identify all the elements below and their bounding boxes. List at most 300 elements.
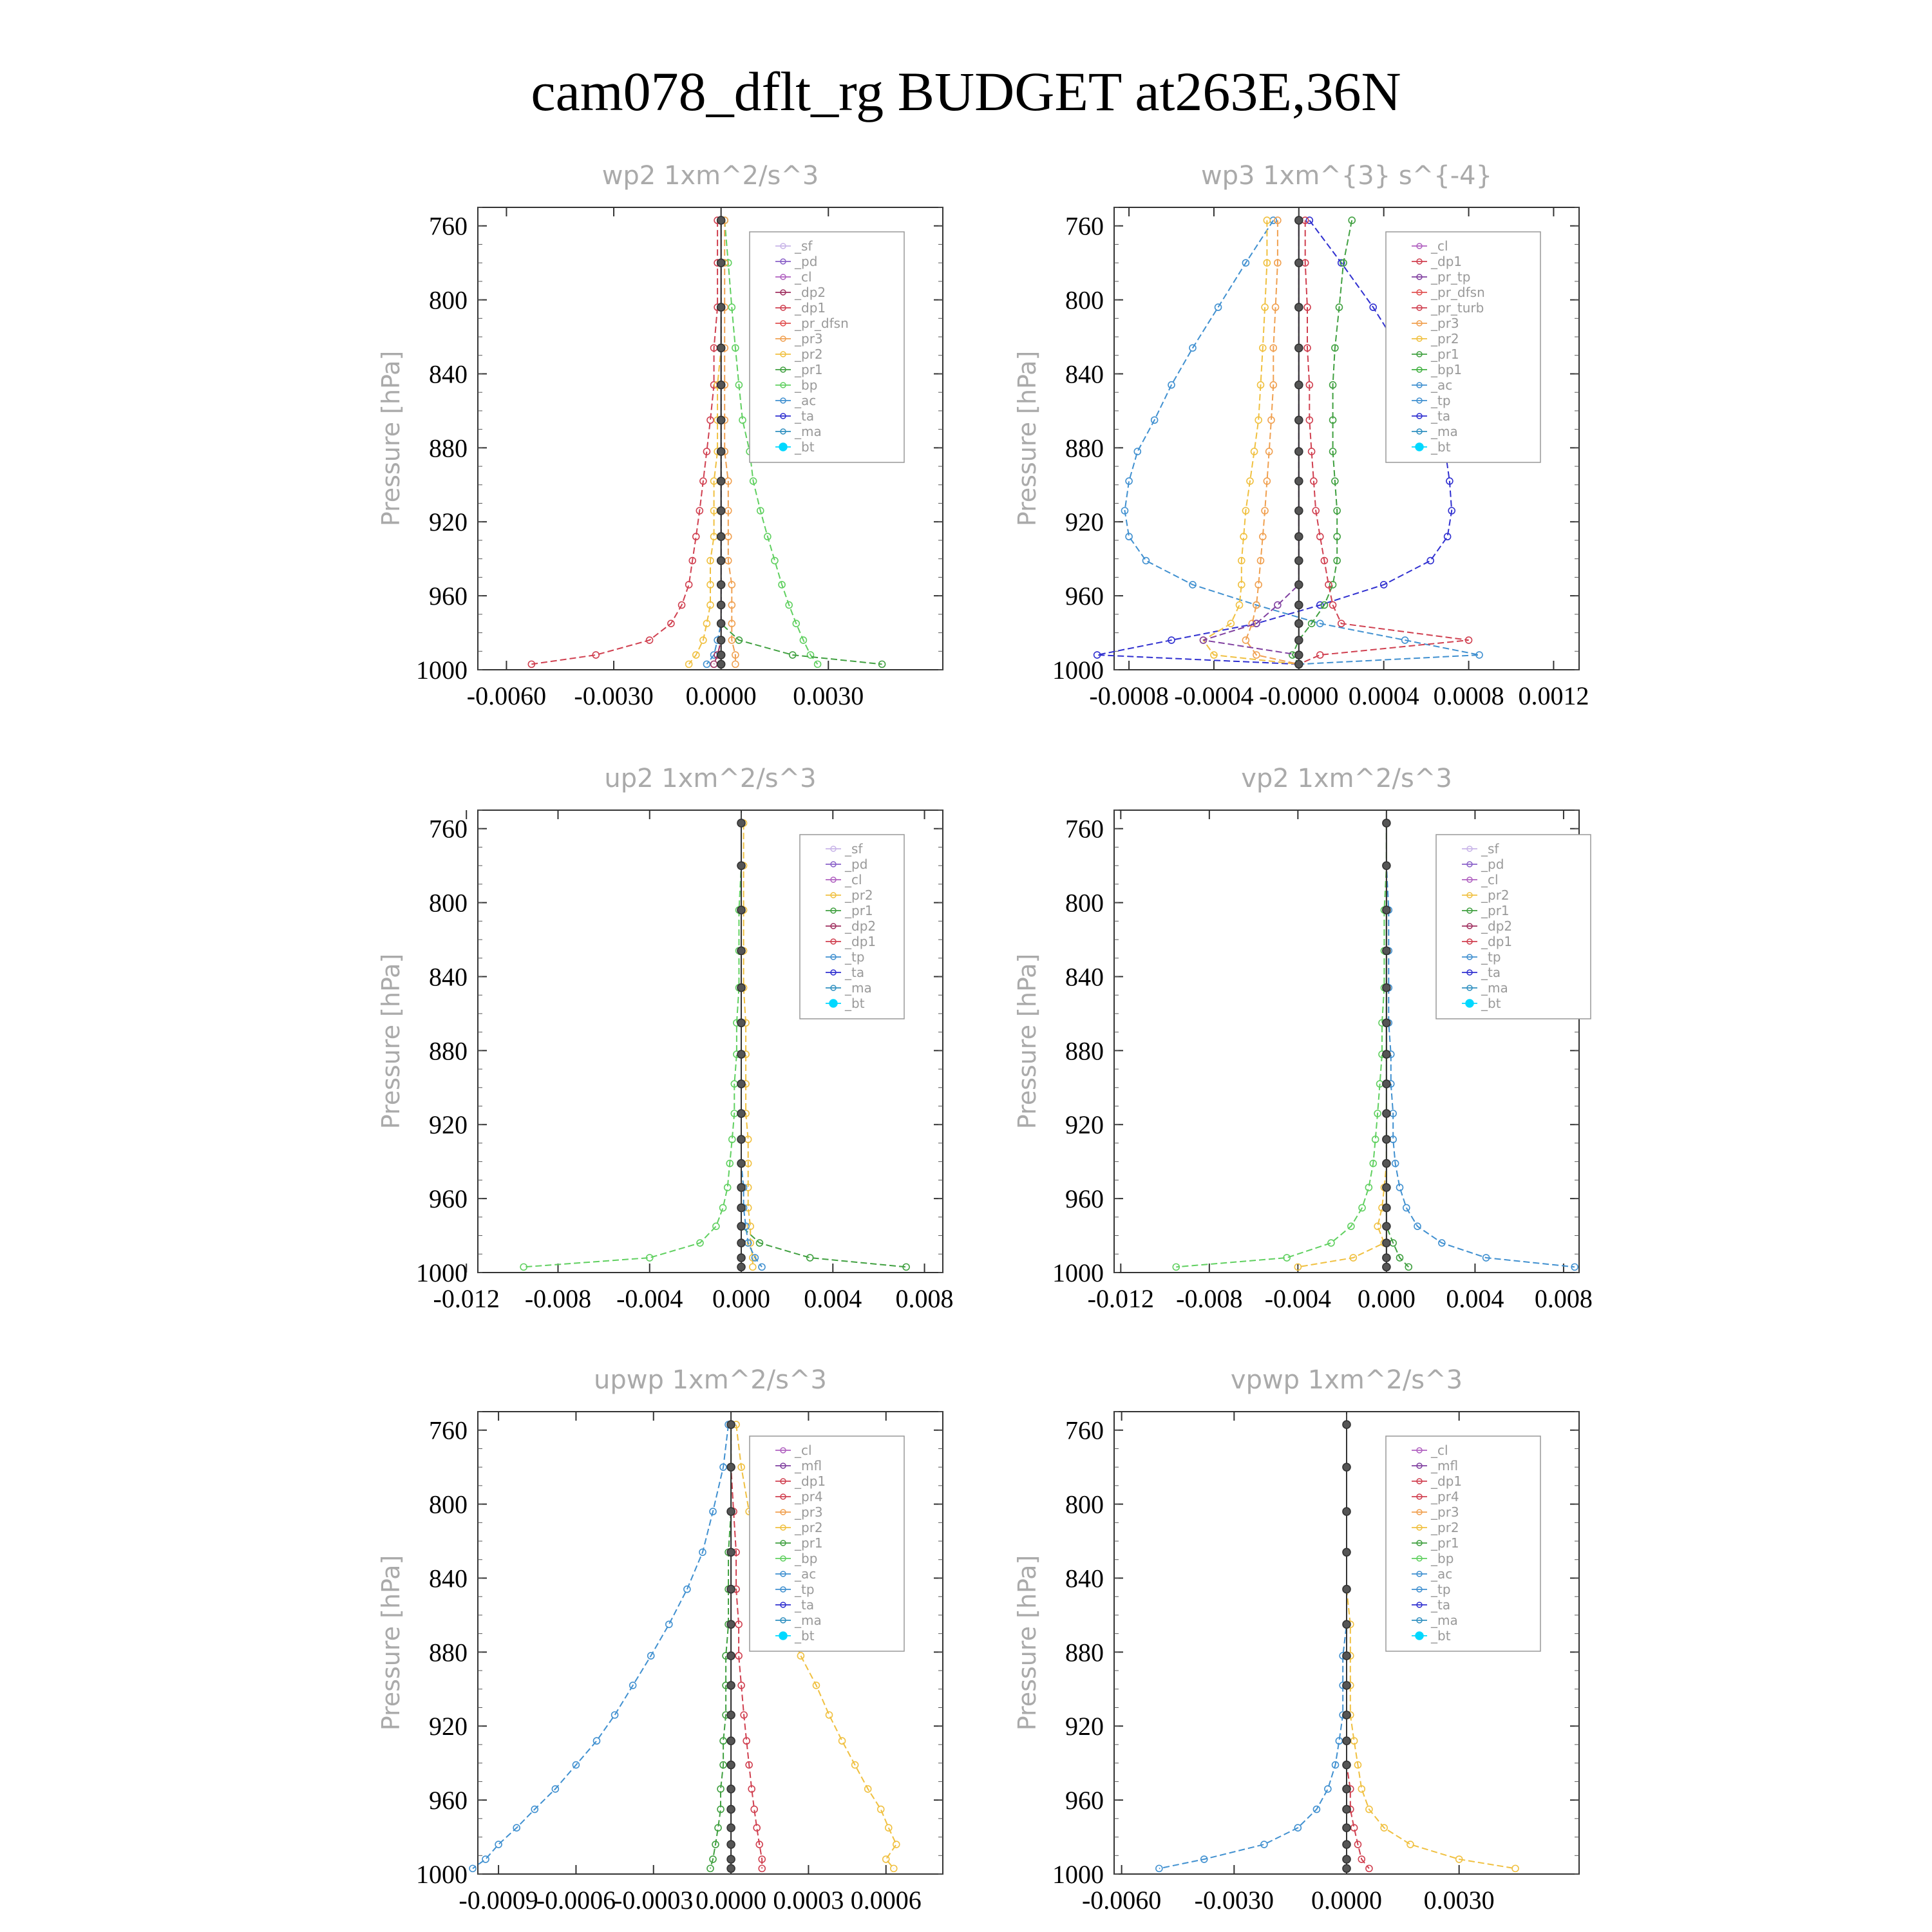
data-point: [737, 1050, 745, 1058]
y-tick-label: 960: [429, 1184, 468, 1214]
x-tick-label: 0.0003: [773, 1886, 844, 1915]
y-tick-label: 760: [429, 1416, 468, 1445]
data-point: [1295, 416, 1303, 424]
data-point: [711, 661, 717, 667]
y-tick-label: 800: [1065, 1490, 1104, 1519]
data-point: [1343, 1620, 1350, 1628]
x-tick-label: 0.000: [1357, 1284, 1416, 1313]
data-point: [878, 1806, 884, 1812]
legend-marker: [829, 999, 837, 1007]
data-point: [727, 1652, 735, 1660]
data-point: [1383, 1050, 1390, 1058]
legend-label: _dp1: [1431, 1473, 1463, 1489]
legend-label: _pr2: [1431, 1520, 1459, 1535]
series-line-pr_tp: [1204, 220, 1299, 664]
y-tick-label: 880: [1065, 1036, 1104, 1066]
y-tick-label: 960: [1065, 1184, 1104, 1214]
data-point: [727, 1805, 735, 1813]
legend-label: _pr1: [845, 903, 873, 918]
data-point: [1295, 477, 1303, 485]
y-tick-label: 920: [1065, 1110, 1104, 1140]
data-point: [727, 1824, 735, 1832]
x-tick-label: -0.0003: [614, 1886, 694, 1915]
x-tick-label: 0.0000: [685, 681, 757, 710]
x-tick-label: -0.0009: [459, 1886, 538, 1915]
data-point: [717, 581, 725, 589]
data-point: [1427, 558, 1434, 564]
data-point: [797, 1653, 804, 1659]
legend-label: _bt: [1431, 1628, 1451, 1643]
data-point: [1236, 601, 1243, 608]
data-point: [727, 1548, 735, 1556]
x-tick-label: -0.0060: [466, 681, 547, 710]
data-point: [727, 1864, 735, 1872]
legend-label: _pd: [1481, 857, 1504, 872]
legend-label: _dp2: [845, 918, 876, 934]
panel-title: upwp 1xm^2/s^3: [594, 1365, 827, 1395]
data-point: [1383, 1184, 1390, 1191]
data-point: [737, 947, 745, 954]
y-tick-label: 840: [429, 1564, 468, 1593]
chart-panel-1: [377, 161, 943, 710]
y-tick-label: 840: [1065, 1564, 1104, 1593]
data-point: [717, 557, 725, 565]
data-point: [1383, 1204, 1390, 1211]
y-tick-label: 840: [1065, 962, 1104, 992]
legend-label: _pr_dfsn: [1431, 285, 1485, 300]
chart-panel-3: [377, 764, 954, 1313]
series-line-tp: [1159, 1425, 1347, 1868]
legend-label: _pr_dfsn: [795, 316, 849, 331]
chart-panel-4: [1013, 764, 1593, 1313]
y-tick-label: 1000: [416, 1258, 468, 1287]
data-point: [1366, 1865, 1372, 1871]
series-line-dp2: [1387, 823, 1408, 1267]
series-line-pr1: [1293, 220, 1352, 664]
data-point: [713, 1223, 719, 1229]
y-tick-label: 840: [429, 962, 468, 992]
data-point: [1295, 259, 1303, 267]
legend-label: _ma: [795, 424, 822, 439]
data-point: [727, 1508, 735, 1515]
y-tick-label: 760: [1065, 1416, 1104, 1445]
data-point: [717, 601, 725, 609]
data-point: [720, 1204, 726, 1211]
series-line-pr3: [724, 220, 735, 664]
y-tick-label: 800: [1065, 888, 1104, 918]
y-tick-label: 1000: [416, 1860, 468, 1889]
legend-label: _ta: [845, 965, 865, 980]
data-point: [717, 381, 725, 389]
data-point: [1343, 1681, 1350, 1689]
legend-label: _pd: [795, 254, 818, 269]
x-tick-label: -0.008: [524, 1284, 592, 1313]
data-point: [717, 660, 725, 668]
data-point: [737, 1110, 745, 1117]
data-point: [717, 477, 725, 485]
data-point: [717, 259, 725, 267]
data-point: [727, 1855, 735, 1863]
legend-label: _tp: [795, 1582, 815, 1597]
legend-label: _ac: [1431, 377, 1453, 393]
data-point: [1295, 507, 1303, 515]
data-point: [727, 1620, 735, 1628]
y-tick-label: 920: [429, 1110, 468, 1140]
legend-label: _dp1: [1481, 934, 1513, 949]
legend-label: _ta: [1481, 965, 1501, 980]
y-tick-label: 800: [429, 285, 468, 315]
legend-label: _bt: [1481, 996, 1501, 1011]
legend-box: [1386, 1436, 1540, 1651]
series-line-dp1: [531, 220, 717, 664]
data-point: [727, 1841, 735, 1848]
legend-label: _bt: [795, 439, 815, 455]
legend-label: _cl: [1431, 238, 1448, 254]
legend-label: _ac: [795, 1566, 817, 1582]
data-point: [717, 344, 725, 352]
data-point: [1343, 1761, 1350, 1769]
data-point: [1383, 1019, 1390, 1027]
series-line-pr1: [1298, 823, 1386, 1267]
panel-title: wp2 1xm^2/s^3: [601, 161, 819, 191]
x-tick-label: 0.004: [804, 1284, 862, 1313]
legend-label: _ma: [795, 1613, 822, 1628]
data-point: [1343, 1841, 1350, 1848]
legend-label: _bt: [795, 1628, 815, 1643]
data-point: [666, 1621, 672, 1627]
y-tick-label: 760: [1065, 814, 1104, 844]
data-point: [1343, 1785, 1350, 1793]
legend-label: _pr3: [795, 331, 823, 346]
legend-label: _pr1: [1431, 1535, 1459, 1551]
series-line-pr1: [744, 823, 753, 1267]
y-tick-label: 800: [429, 888, 468, 918]
data-point: [717, 303, 725, 311]
legend-label: _sf: [1481, 841, 1499, 857]
data-point: [737, 1239, 745, 1247]
data-point: [1343, 1508, 1350, 1515]
data-point: [1343, 1421, 1350, 1428]
y-tick-label: 960: [1065, 582, 1104, 611]
data-point: [717, 620, 725, 627]
data-point: [1383, 984, 1390, 992]
data-point: [727, 1737, 735, 1745]
panel-title: vpwp 1xm^2/s^3: [1230, 1365, 1463, 1395]
legend-label: _mfl: [1431, 1458, 1459, 1473]
data-point: [1383, 1254, 1390, 1262]
y-tick-label: 880: [429, 433, 468, 463]
y-axis-label: Pressure [hPa]: [1013, 1555, 1041, 1731]
x-tick-label: 0.000: [712, 1284, 771, 1313]
series-line-bp: [710, 1425, 731, 1868]
legend-label: _pr3: [795, 1504, 823, 1520]
x-tick-label: 0.0000: [1311, 1886, 1382, 1915]
y-tick-label: 1000: [1052, 1860, 1104, 1889]
data-point: [495, 1841, 502, 1848]
legend-label: _pr2: [795, 346, 823, 362]
legend-label: _bt: [1431, 439, 1451, 455]
x-tick-label: -0.0030: [1194, 1886, 1274, 1915]
legend-label: _pr2: [795, 1520, 823, 1535]
y-tick-label: 840: [429, 359, 468, 389]
data-point: [1383, 1110, 1390, 1117]
data-point: [727, 1761, 735, 1769]
y-axis-label: Pressure [hPa]: [1013, 350, 1041, 527]
legend-label: _pr_tp: [1431, 269, 1471, 285]
data-point: [717, 507, 725, 515]
data-point: [1242, 637, 1249, 643]
legend-label: _pr1: [1431, 346, 1459, 362]
legend-label: _ma: [1481, 980, 1508, 996]
legend-label: _cl: [1431, 1443, 1448, 1458]
data-point: [1383, 1160, 1390, 1168]
data-point: [1343, 1805, 1350, 1813]
legend-box: [1386, 232, 1540, 462]
data-point: [686, 661, 692, 667]
legend-label: _pr3: [1431, 1504, 1459, 1520]
legend-label: _ta: [795, 1597, 815, 1613]
y-tick-label: 760: [429, 814, 468, 844]
y-tick-label: 960: [429, 582, 468, 611]
legend-label: _ma: [1431, 424, 1458, 439]
data-point: [469, 1865, 476, 1871]
legend-marker: [779, 443, 787, 451]
legend-label: _ta: [1431, 1597, 1451, 1613]
x-tick-label: 0.0004: [1348, 681, 1419, 710]
series-line-dp1: [524, 823, 741, 1267]
data-point: [737, 1019, 745, 1027]
data-point: [737, 1184, 745, 1191]
y-tick-label: 920: [1065, 1712, 1104, 1741]
legend-label: _cl: [795, 1443, 812, 1458]
data-point: [1295, 601, 1303, 609]
y-axis-label: Pressure [hPa]: [377, 1555, 405, 1731]
legend-label: _pr4: [1431, 1489, 1459, 1504]
legend-label: _bp: [1431, 1551, 1454, 1566]
legend-label: _cl: [1481, 872, 1499, 887]
series-line-ac: [706, 220, 721, 664]
data-point: [1274, 601, 1281, 608]
data-point: [1383, 1135, 1390, 1143]
data-point: [737, 906, 745, 914]
data-point: [737, 1080, 745, 1088]
legend-label: _dp1: [795, 300, 826, 316]
x-tick-label: 0.0012: [1518, 681, 1589, 710]
x-tick-label: 0.0008: [1433, 681, 1504, 710]
y-tick-label: 1000: [1052, 1258, 1104, 1287]
series-line-pr2: [1204, 220, 1299, 664]
x-tick-label: 0.0030: [1423, 1886, 1495, 1915]
legend-label: _pr3: [1431, 316, 1459, 331]
legend-label: _ac: [1431, 1566, 1453, 1582]
data-point: [737, 862, 745, 869]
series-line-tp: [473, 1425, 728, 1868]
data-point: [883, 1856, 889, 1862]
y-tick-label: 920: [429, 507, 468, 537]
legend-label: _bt: [845, 996, 865, 1011]
legend-label: _tp: [845, 949, 865, 965]
data-point: [1383, 819, 1390, 827]
data-point: [1295, 636, 1303, 644]
data-point: [727, 1681, 735, 1689]
y-tick-label: 920: [429, 1712, 468, 1741]
series-line-dp1: [1176, 823, 1387, 1267]
data-point: [1343, 1463, 1350, 1471]
y-axis-label: Pressure [hPa]: [377, 350, 405, 527]
data-point: [482, 1856, 489, 1862]
legend-label: _sf: [845, 841, 863, 857]
y-axis-label: Pressure [hPa]: [1013, 953, 1041, 1130]
chart-panel-5: [377, 1365, 943, 1915]
data-point: [737, 1254, 745, 1262]
x-tick-label: 0.008: [1534, 1284, 1593, 1313]
x-tick-label: -0.004: [616, 1284, 683, 1313]
y-tick-label: 880: [429, 1638, 468, 1667]
legend-marker: [1416, 1632, 1423, 1640]
legend-label: _pr2: [1481, 887, 1510, 903]
data-point: [737, 1135, 745, 1143]
x-tick-label: -0.008: [1176, 1284, 1243, 1313]
data-point: [737, 1204, 745, 1211]
legend-label: _dp2: [1481, 918, 1513, 934]
data-point: [1295, 557, 1303, 565]
data-point: [1328, 1240, 1334, 1246]
legend-box: [750, 232, 904, 462]
data-point: [1295, 303, 1303, 311]
legend-label: _sf: [795, 238, 813, 254]
chart-panel-6: [1013, 1365, 1579, 1915]
y-tick-label: 840: [1065, 359, 1104, 389]
legend-label: _tp: [1431, 1582, 1451, 1597]
data-point: [1383, 947, 1390, 954]
y-tick-label: 960: [429, 1786, 468, 1815]
y-tick-label: 960: [1065, 1786, 1104, 1815]
legend-marker: [1416, 443, 1423, 451]
legend-label: _tp: [1431, 393, 1451, 408]
data-point: [717, 216, 725, 224]
series-line-pr3: [1245, 220, 1298, 664]
data-point: [1383, 1239, 1390, 1247]
legend-label: _tp: [1481, 949, 1501, 965]
x-tick-label: 0.004: [1446, 1284, 1504, 1313]
x-tick-label: -0.012: [1087, 1284, 1154, 1313]
data-point: [1295, 533, 1303, 540]
data-point: [737, 819, 745, 827]
y-tick-label: 920: [1065, 507, 1104, 537]
y-tick-label: 880: [1065, 433, 1104, 463]
data-point: [1343, 1711, 1350, 1719]
legend-label: _pr2: [845, 887, 873, 903]
x-tick-label: -0.0004: [1174, 681, 1254, 710]
data-point: [686, 582, 692, 588]
legend-label: _ta: [1431, 408, 1451, 424]
legend-label: _pd: [845, 857, 868, 872]
data-point: [1156, 1865, 1162, 1871]
data-point: [1343, 1855, 1350, 1863]
legend-label: _pr1: [795, 1535, 823, 1551]
data-point: [727, 1463, 735, 1471]
data-point: [807, 1255, 813, 1261]
data-point: [1383, 1222, 1390, 1230]
legend-label: _pr2: [1431, 331, 1459, 346]
legend-label: _dp2: [795, 285, 826, 300]
data-point: [1325, 1786, 1331, 1792]
data-point: [1343, 1864, 1350, 1872]
legend-label: _pr4: [795, 1489, 823, 1504]
data-point: [759, 1264, 765, 1270]
data-point: [737, 1160, 745, 1168]
data-point: [717, 533, 725, 540]
legend-box: [750, 1436, 904, 1651]
data-point: [717, 651, 725, 659]
legend-label: _bp1: [1431, 362, 1463, 377]
data-point: [717, 416, 725, 424]
x-tick-label: -0.0060: [1081, 1886, 1162, 1915]
data-point: [1142, 558, 1149, 564]
data-point: [727, 1586, 735, 1593]
data-point: [717, 448, 725, 455]
series-line-pr2: [689, 220, 721, 664]
y-tick-label: 880: [1065, 1638, 1104, 1667]
data-point: [1407, 1841, 1414, 1848]
data-point: [1295, 344, 1303, 352]
x-tick-label: 0.0030: [793, 681, 864, 710]
panel-title: vp2 1xm^2/s^3: [1241, 764, 1452, 793]
data-point: [727, 1785, 735, 1793]
data-point: [727, 1711, 735, 1719]
y-tick-label: 760: [1065, 211, 1104, 241]
x-tick-label: -0.0000: [1259, 681, 1339, 710]
y-tick-label: 760: [429, 211, 468, 241]
y-axis-label: Pressure [hPa]: [377, 953, 405, 1130]
legend-label: _pr1: [795, 362, 823, 377]
legend-label: _pr_turb: [1431, 300, 1484, 316]
x-tick-label: 0.0006: [850, 1886, 922, 1915]
figure-title: cam078_dflt_rg BUDGET at263E,36N: [531, 61, 1401, 122]
legend-label: _dp1: [845, 934, 876, 949]
data-point: [839, 1738, 846, 1744]
data-point: [717, 636, 725, 644]
data-point: [1343, 1824, 1350, 1832]
data-point: [1295, 660, 1303, 668]
x-tick-label: -0.0030: [574, 681, 654, 710]
data-point: [1295, 381, 1303, 389]
data-point: [737, 984, 745, 992]
legend-label: _ma: [1431, 1613, 1458, 1628]
legend-label: _mfl: [795, 1458, 822, 1473]
y-tick-label: 1000: [416, 656, 468, 685]
data-point: [893, 1841, 900, 1848]
data-point: [1512, 1865, 1519, 1871]
data-point: [826, 1712, 833, 1718]
data-point: [1383, 906, 1390, 914]
x-tick-label: -0.004: [1264, 1284, 1332, 1313]
legend-label: _ma: [845, 980, 872, 996]
data-point: [1383, 1080, 1390, 1088]
legend-marker: [1466, 999, 1473, 1007]
legend-label: _dp1: [795, 1473, 826, 1489]
data-point: [1383, 1263, 1390, 1271]
data-point: [1295, 651, 1303, 659]
x-tick-label: -0.012: [433, 1284, 500, 1313]
legend-label: _cl: [795, 269, 812, 285]
legend-box: [1436, 835, 1591, 1019]
legend-label: _cl: [845, 872, 862, 887]
chart-panel-2: [1013, 161, 1589, 710]
data-point: [737, 1222, 745, 1230]
y-tick-label: 880: [429, 1036, 468, 1066]
data-point: [1343, 1737, 1350, 1745]
